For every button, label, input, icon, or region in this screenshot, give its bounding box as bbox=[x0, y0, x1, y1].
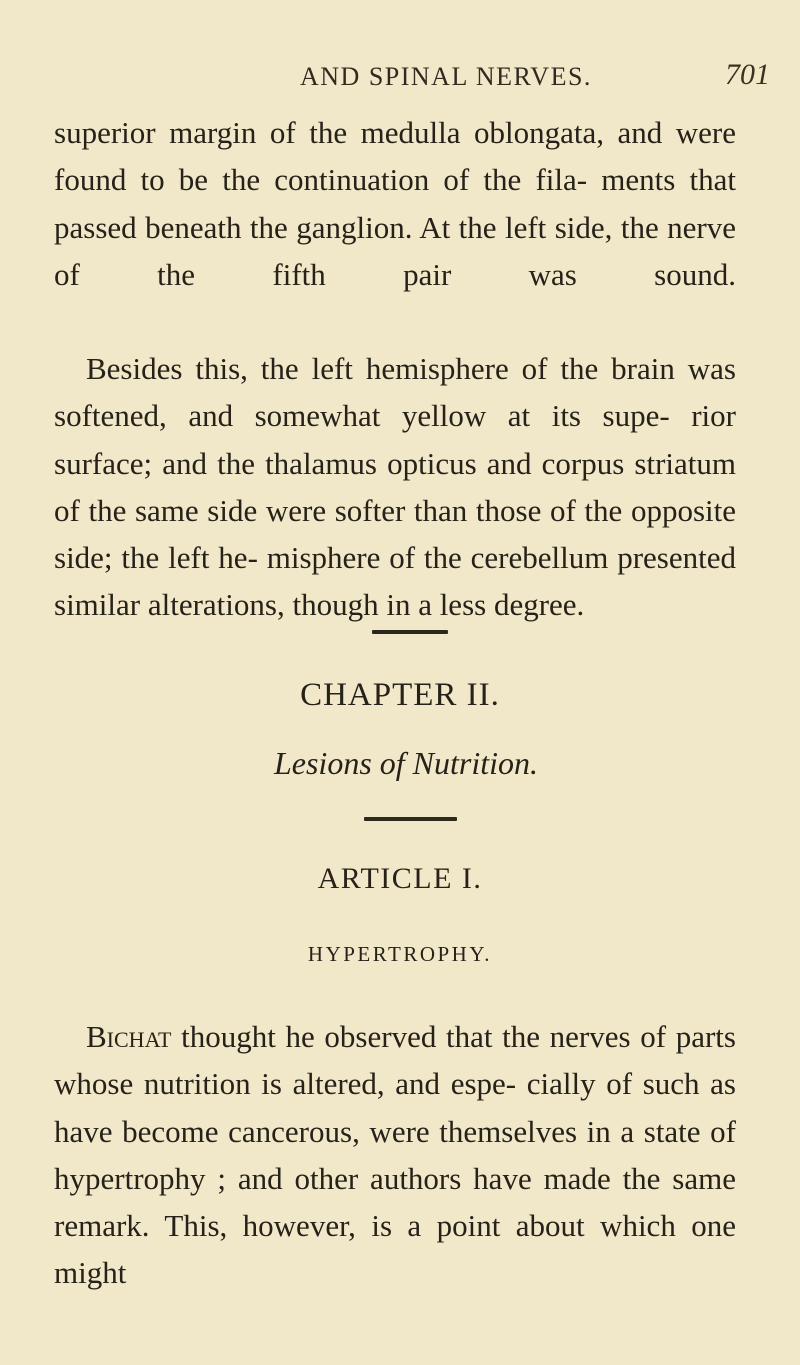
paragraph-besides: Besides this, the left hemisphere of the brain was softened, and somewhat yellow at its supe- rior surface; and the thalamus opticus and corpus striatum of the same side were softer than those of the opposite side; the left he- misphere of the cerebellum presented similar alterations, though in a less degree. bbox=[54, 351, 736, 623]
paragraph-bichat bbox=[54, 1013, 736, 1297]
running-head-title: AND SPINAL NERVES. bbox=[300, 62, 592, 91]
section-heading: HYPERTROPHY. bbox=[307, 942, 493, 966]
author-name: Bichat bbox=[86, 1019, 172, 1054]
chapter-heading: CHAPTER II. bbox=[300, 677, 500, 713]
paragraph-continuation: superior margin of the medulla oblongata, and were found to be the continuation of the fila- ments that passed beneath the ganglion. At the left side, the nerve of the fifth pair was sound. bbox=[54, 115, 736, 292]
divider-rule-bottom bbox=[364, 817, 457, 821]
running-head bbox=[300, 58, 770, 102]
page-number: 701 bbox=[725, 58, 770, 91]
chapter-subtitle: Lesions of Nutrition. bbox=[273, 745, 539, 781]
article-heading: ARTICLE I. bbox=[317, 862, 483, 895]
paragraph-bichat-text: thought he observed that the nerves of parts whose nutrition is altered, and espe- cially of such as have become cancerous, were themselves in a state of hypertrophy ; and other authors have made the same remark. This, however, is a point about which one might bbox=[54, 1019, 736, 1291]
divider-rule-top bbox=[372, 630, 448, 634]
